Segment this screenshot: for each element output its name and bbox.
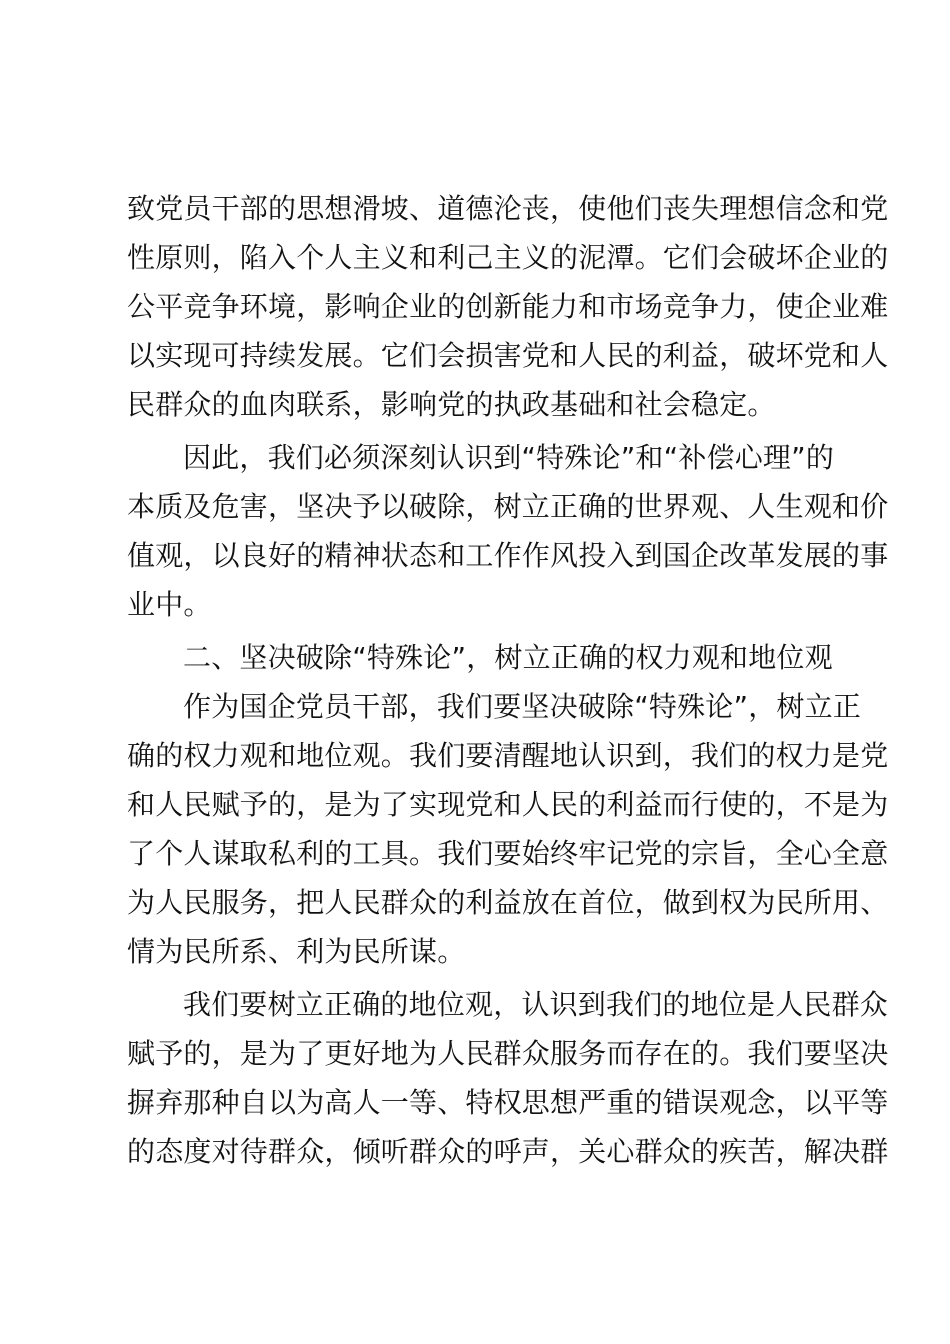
text-line: 以实现可持续发展。它们会损害党和人民的利益，破坏党和人 — [127, 339, 889, 372]
text-line: 为人民服务，把人民群众的利益放在首位，做到权为民所用、 — [127, 886, 889, 919]
paragraph-3 — [127, 682, 889, 976]
text-line: 摒弃那种自以为高人一等、特权思想严重的错误观念，以平等 — [127, 1086, 889, 1119]
text-line: 因此，我们必须深刻认识到“特殊论”和“补偿心理”的 — [183, 441, 835, 474]
text-line: 值观，以良好的精神状态和工作作风投入到国企改革发展的事 — [127, 539, 889, 572]
text-line: 性原则，陷入个人主义和利己主义的泥潭。它们会破坏企业的 — [127, 241, 889, 274]
paragraph-1 — [127, 184, 889, 429]
text-line: 确的权力观和地位观。我们要清醒地认识到，我们的权力是党 — [127, 739, 889, 772]
text-line: 了个人谋取私利的工具。我们要始终牢记党的宗旨，全心全意 — [127, 837, 889, 870]
text-line: 和人民赋予的，是为了实现党和人民的利益而行使的，不是为 — [127, 788, 889, 821]
body-text — [127, 184, 889, 1176]
text-line: 的态度对待群众，倾听群众的呼声，关心群众的疾苦，解决群 — [127, 1135, 889, 1168]
text-line: 情为民所系、利为民所谋。 — [127, 935, 466, 968]
text-line: 公平竞争环境，影响企业的创新能力和市场竞争力，使企业难 — [127, 290, 889, 323]
paragraph-2 — [127, 433, 889, 629]
text-line: 业中。 — [127, 588, 212, 621]
text-line: 赋予的，是为了更好地为人民群众服务而存在的。我们要坚决 — [127, 1037, 889, 1070]
text-line: 本质及危害，坚决予以破除，树立正确的世界观、人生观和价 — [127, 490, 889, 523]
text-line: 致党员干部的思想滑坡、道德沦丧，使他们丧失理想信念和党 — [127, 192, 889, 225]
text-line: 作为国企党员干部，我们要坚决破除“特殊论”，树立正 — [183, 690, 862, 723]
text-line: 民群众的血肉联系，影响党的执政基础和社会稳定。 — [127, 388, 776, 421]
heading-text: 二、坚决破除“特殊论”，树立正确的权力观和地位观 — [183, 641, 833, 674]
text-line: 我们要树立正确的地位观，认识到我们的地位是人民群众 — [183, 988, 889, 1021]
section-heading — [127, 633, 835, 682]
paragraph-4 — [127, 980, 889, 1176]
